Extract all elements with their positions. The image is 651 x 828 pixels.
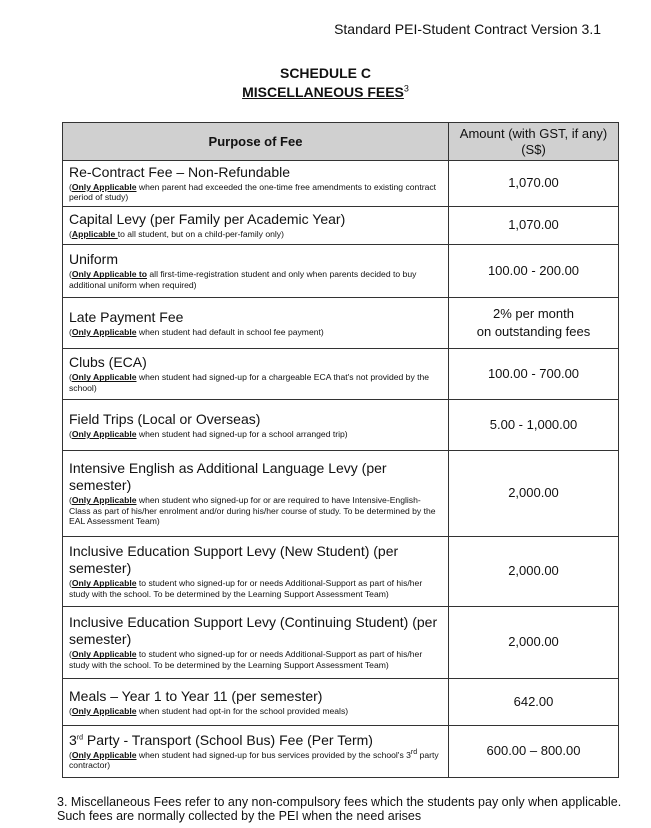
fee-note: (Only Applicable to student who signed-up for or needs Additional-Support as part of his/her study with the school. To be determined by the Learning Support Assessment Team) [69,578,423,599]
fee-name: Intensive English as Additional Language Levy (per semester) [69,460,387,494]
purpose-cell [63,678,449,725]
fee-note: (Applicable to all student, but on a child-per-family only) [69,229,284,240]
fee-name: Inclusive Education Support Levy (Continuing Student) (per semester) [69,614,438,648]
table-row [63,606,619,678]
purpose-cell [63,348,449,399]
fee-note: (Only Applicable when student who signed-up for or are required to have Intensive-English-Class as part of his/her enrolment and/or during his/her course of study. To be determined by the EAL Assessment Team) [69,495,436,527]
footnote-marker: 3 [403,83,409,94]
purpose-cell [63,297,449,348]
fees-table [62,122,619,778]
fee-name: Re-Contract Fee – Non-Refundable [69,164,291,180]
amount-cell: 1,070.00 [449,206,619,244]
table-row [63,450,619,536]
amount-line: 2% per month [493,305,574,321]
purpose-cell [63,725,449,777]
table-row [63,399,619,450]
table-row [63,297,619,348]
fee-name: Inclusive Education Support Levy (New Student) (per semester) [69,543,399,577]
fee-note: (Only Applicable to student who signed-up for or needs Additional-Support as part of his/her study with the school. To be determined by the Learning Support Assessment Team) [69,649,423,670]
amount-cell [449,297,619,348]
table-row [63,206,619,244]
fee-name: Clubs (ECA) [69,354,147,371]
amount-cell: 1,070.00 [449,161,619,207]
schedule-subtitle-line [0,83,651,102]
amount-cell: 2,000.00 [449,450,619,536]
table-row [63,348,619,399]
amount-cell: 642.00 [449,678,619,725]
fee-note: (Only Applicable when student had signed-up for a school arranged trip) [69,428,348,439]
amount-line: on outstanding fees [476,323,591,339]
amount-cell: 600.00 – 800.00 [449,725,619,777]
fee-name: Meals – Year 1 to Year 11 (per semester) [69,687,323,704]
fee-name: 3rd Party - Transport (School Bus) Fee (Per Term) [69,731,373,748]
amount-cell: 5.00 - 1,000.00 [449,399,619,450]
table-row [63,244,619,297]
table-row [63,725,619,777]
amount-cell: 2,000.00 [449,536,619,606]
schedule-subtitle: MISCELLANEOUS FEES [242,84,404,100]
fee-note: (Only Applicable when student had opt-in for the school provided meals) [69,705,349,716]
fee-note: (Only Applicable to all first-time-registration student and only when parents decided to buy additional uniform when required) [69,269,417,290]
fee-note: (Only Applicable when student had signed-up for a chargeable ECA that's not provided by the school) [69,372,430,393]
purpose-cell [63,161,449,207]
purpose-cell [63,244,449,297]
table-header-row [63,123,619,161]
fee-name: Late Payment Fee [69,308,184,325]
purpose-cell [63,399,449,450]
purpose-cell [63,450,449,536]
amount-cell: 2,000.00 [449,606,619,678]
footnote: 3. Miscellaneous Fees refer to any non-compulsory fees which the students pay only when applicable. Such fees are normally collected by the PEI when the need arises [57,795,622,823]
fee-note: (Only Applicable when student had signed-up for bus services provided by the school's 3rd party contractor) [69,749,439,771]
fee-note: (Only Applicable when parent had exceeded the one-time free amendments to existing contract period of study) [69,182,437,203]
schedule-title: SCHEDULE C [279,65,371,81]
table-row [63,678,619,725]
schedule-heading [0,64,651,102]
contract-version: Standard PEI-Student Contract Version 3.1 [334,21,601,37]
fee-note: (Only Applicable when student had default in school fee payment) [69,326,324,337]
table-row [63,536,619,606]
purpose-cell [63,606,449,678]
column-header-amount: Amount (with GST, if any) (S$) [449,123,619,161]
amount-cell: 100.00 - 700.00 [449,348,619,399]
fee-name: Field Trips (Local or Overseas) [69,410,261,427]
column-header-purpose: Purpose of Fee [63,123,449,161]
amount-cell: 100.00 - 200.00 [449,244,619,297]
purpose-cell [63,206,449,244]
table-row [63,161,619,207]
purpose-cell [63,536,449,606]
fee-name: Uniform [69,251,119,268]
fee-name: Capital Levy (per Family per Academic Year) [69,211,346,228]
